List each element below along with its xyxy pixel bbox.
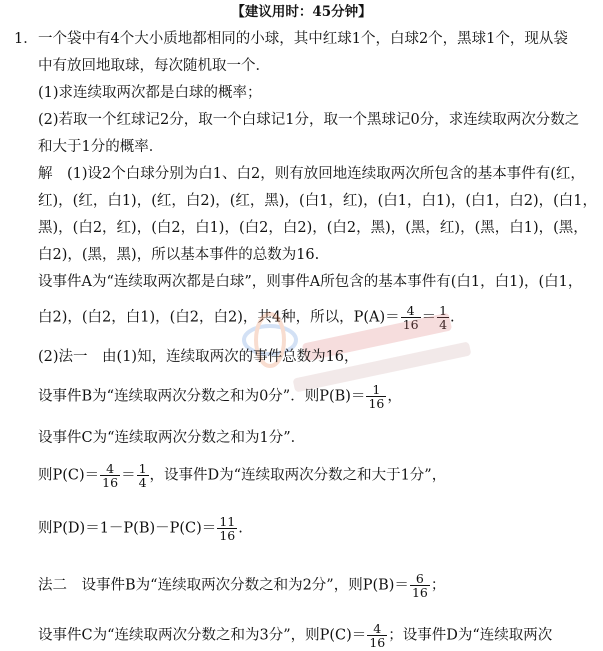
fraction-1-4: $\frac{1}{4}$ bbox=[138, 461, 147, 490]
method2-line-2: 设事件C为“连续取两次分数之和为3分”，则P(C)＝ $\frac{4}{16}$ ；设事件D为“连续取两次 bbox=[38, 621, 553, 650]
q1-part1: (1)求连续取两次都是白球的概率； bbox=[38, 85, 262, 101]
method1-line-2: 设事件B为“连续取两次分数之和为0分”．则P(B)＝ $\frac{1}{16}$ ， bbox=[38, 382, 402, 411]
fraction-11-16: $\frac{11}{16}$ bbox=[219, 514, 236, 543]
solution-line-5: 设事件A为“连续取两次都是白球”，则事件A所包含的基本事件有(白1，白1)，(白1， bbox=[38, 274, 583, 290]
solution-line-2: 红)，(红，白1)，(红，白2)，(红，黑)，(白1，红)，(白1，白1)，(白1，白2)，(白1， bbox=[38, 193, 597, 209]
q1-part2-line-2: 和大于1分的概率． bbox=[38, 139, 164, 155]
fraction-1-16: $\frac{1}{16}$ bbox=[368, 382, 385, 411]
solution-line-3: 黑)，(白2，红)，(白2，白1)，(白2，白2)，(白2，黑)，(黑，红)，(黑，白1)，(黑， bbox=[38, 220, 588, 236]
q1-line-2: 中有放回地取球，每次随机取一个． bbox=[38, 58, 270, 74]
solution-line-1: 解 (1)设2个白球分别为白1、白2，则有放回地连续取两次所包含的基本事件有(红， bbox=[38, 166, 585, 182]
fraction-1-4: $\frac{1}{4}$ bbox=[439, 303, 448, 332]
time-header: 【建议用时：45分钟】 bbox=[231, 4, 372, 20]
method1-line-1: (2)法一 由(1)知，连续取两次的事件总数为16， bbox=[38, 349, 359, 365]
fraction-6-16: $\frac{6}{16}$ bbox=[411, 571, 428, 600]
pa-text: 白2)，(白2，白1)，(白2，白2)，共4种，所以，P(A)＝ bbox=[38, 309, 400, 326]
solution-line-4: 白2)，(黑，黑)，所以基本事件的总数为16. bbox=[38, 247, 320, 263]
method1-line-5: 则P(D)＝1－P(B)－P(C)＝ $\frac{11}{16}$ . bbox=[38, 514, 243, 543]
method1-line-3: 设事件C为“连续取两次分数之和为1分”． bbox=[38, 430, 306, 446]
q1-line-1: 一个袋中有4个大小质地都相同的小球，其中红球1个，白球2个，黑球1个，现从袋 bbox=[38, 31, 568, 47]
solution-line-6: 白2)，(白2，白1)，(白2，白2)，共4种，所以，P(A)＝ $\frac{4}{16}$ ＝ $\frac{1}{4}$ . bbox=[38, 303, 455, 332]
fraction-4-16: $\frac{4}{16}$ bbox=[369, 621, 386, 650]
method1-line-4: 则P(C)＝ $\frac{4}{16}$ ＝ $\frac{1}{4}$ ，设事件D为“连续取两次分数之和大于1分”， bbox=[38, 461, 447, 490]
question-number: 1． bbox=[14, 31, 38, 47]
q1-part2-line-1: (2)若取一个红球记2分，取一个白球记1分，取一个黑球记0分，求连续取两次分数之 bbox=[38, 112, 580, 128]
method2-line-1: 法二 设事件B为“连续取两次分数之和为2分”，则P(B)＝ $\frac{6}{16}$ ； bbox=[38, 571, 446, 600]
fraction-4-16: $\frac{4}{16}$ bbox=[102, 461, 119, 490]
fraction-4-16: $\frac{4}{16}$ bbox=[402, 303, 419, 332]
